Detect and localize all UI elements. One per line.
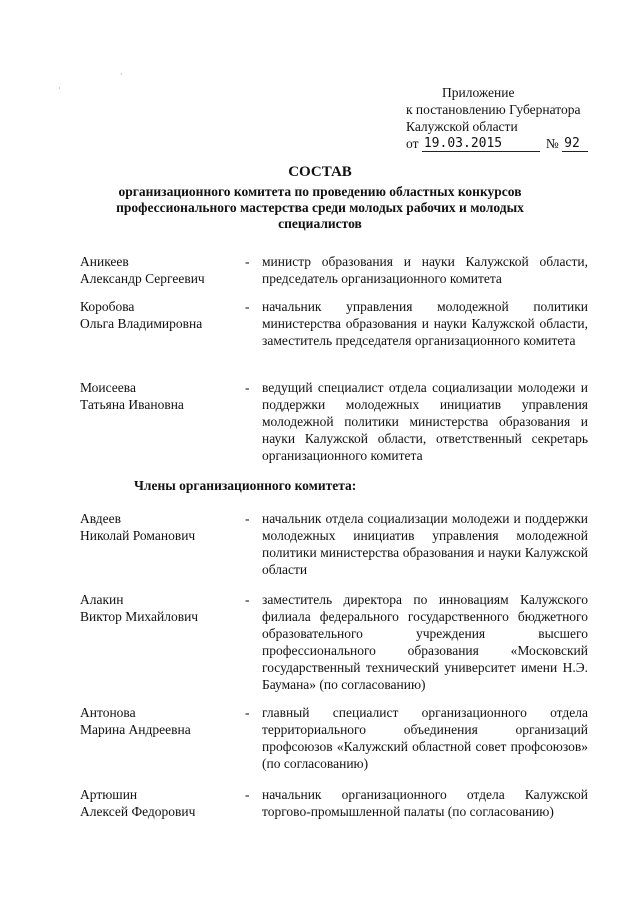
scan-speck: · xyxy=(58,84,61,93)
decree-number: 92 xyxy=(562,137,588,152)
appendix-region-line: Калужской области xyxy=(406,119,518,134)
person-role: заместитель директора по инновациям Калужского филиала федерального государственного бюджетного образовательного учреждения высшего профессионального образования «Московский государственный технический университет имени Н.Э. Баумана» (по согласованию) xyxy=(262,592,588,692)
appendix-label: Приложение xyxy=(442,85,515,100)
number-sign: № xyxy=(545,136,559,151)
person-role: начальник отдела социализации молодежи и поддержки молодежных инициатив управления молодежной политики министерства образования и науки Калужской области xyxy=(262,511,588,577)
document-title: СОСТАВ xyxy=(288,164,352,180)
person-name: Моисеева Татьяна Ивановна xyxy=(80,380,184,412)
person-role: министр образования и науки Калужской области, председатель организационного комитета xyxy=(262,254,588,286)
decree-date: 19.03.2015 xyxy=(422,137,540,152)
appendix-block xyxy=(406,84,626,152)
date-prefix: от xyxy=(406,136,419,151)
entry-dash: - xyxy=(245,787,250,802)
appendix-date-line xyxy=(406,135,626,152)
entry-dash: - xyxy=(245,511,250,526)
entry-dash: - xyxy=(245,254,250,269)
scan-speck: · xyxy=(120,70,123,79)
entry-dash: - xyxy=(245,299,250,314)
person-name: Алакин Виктор Михайлович xyxy=(80,592,199,624)
person-role: начальник организационного отдела Калужской торгово-промышленной палаты (по согласованию) xyxy=(262,787,588,819)
person-name: Артюшин Алексей Федорович xyxy=(80,787,196,819)
person-name: Авдеев Николай Романович xyxy=(80,511,196,543)
appendix-decree-line: к постановлению Губернатора xyxy=(406,102,581,117)
person-name: Аникеев Александр Сергеевич xyxy=(80,254,205,286)
entry-dash: - xyxy=(245,705,250,720)
person-role: начальник управления молодежной политики министерства образования и науки Калужской области, заместитель председателя организационного комитета xyxy=(262,299,588,348)
person-name: Антонова Марина Андреевна xyxy=(80,705,191,737)
person-name: Коробова Ольга Владимировна xyxy=(80,299,203,331)
entry-dash: - xyxy=(245,380,250,395)
entry-dash: - xyxy=(245,592,250,607)
document-subtitle: организационного комитета по проведению областных конкурсов профессионального мастерства среди молодых рабочих и молодых специалистов xyxy=(116,184,524,231)
person-role: ведущий специалист отдела социализации молодежи и поддержки молодежных инициатив управления молодежной политики министерства образования и науки Калужской области, ответственный секретарь организационного комитета xyxy=(262,380,588,463)
members-heading: Члены организационного комитета: xyxy=(134,478,357,493)
person-role: главный специалист организационного отдела территориального объединения организаций профсоюзов «Калужский областной совет профсоюзов» (по согласованию) xyxy=(262,705,588,771)
